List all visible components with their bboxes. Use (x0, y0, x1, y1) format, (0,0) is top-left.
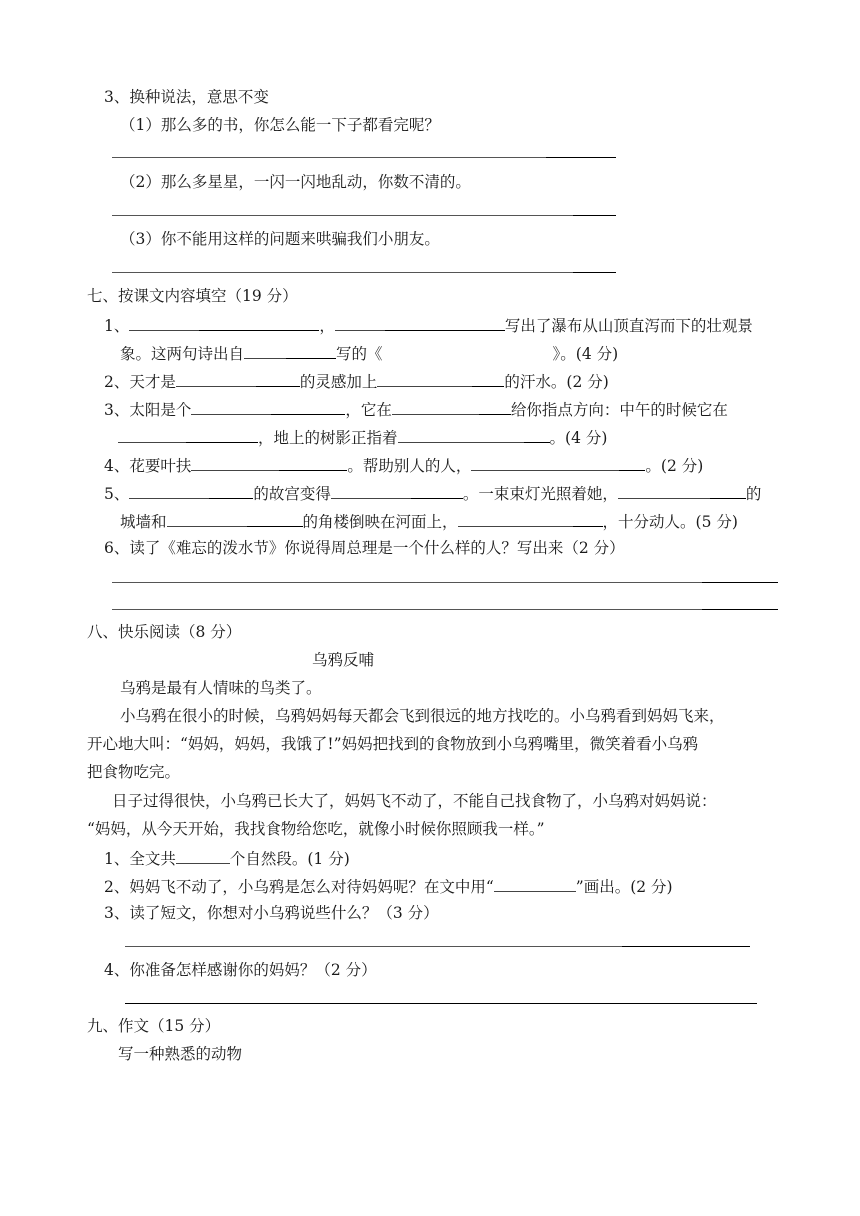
passage-title: 乌鸦反哺 (312, 651, 375, 669)
blank[interactable] (331, 482, 411, 499)
answer-line-3-1-end (546, 157, 616, 158)
blank[interactable] (335, 314, 385, 331)
item-text: 2、妈妈飞不动了，小乌鸦是怎么对待妈妈呢？在文中用“ (104, 878, 494, 896)
item-text: 。一束束灯光照着她， (462, 485, 618, 503)
item-text: 。(2 分) (645, 457, 704, 475)
answer-line-3-1[interactable] (112, 157, 546, 158)
answer-line-3-2[interactable] (112, 215, 573, 216)
item-text: 4、花要叶扶 (104, 457, 192, 475)
blank[interactable] (618, 482, 710, 499)
fill-item-5-cont (120, 510, 738, 532)
item-text: 的故宫变得 (253, 485, 331, 503)
composition-prompt: 写一种熟悉的动物 (118, 1045, 243, 1063)
blank[interactable] (244, 342, 286, 359)
passage-paragraph-3-line-2: “妈妈，从今天开始，我找食物给您吃，就像小时候你照顾我一样。” (87, 820, 545, 838)
item-text: 写出了瀑布从山顶直泻而下的壮观景 (504, 317, 753, 335)
blank[interactable] (176, 370, 256, 387)
question-3-sentence-1: （1）那么多的书，你怎么能一下子都看完呢？ (120, 116, 440, 134)
answer-line-8-3-end (622, 946, 750, 947)
blank[interactable] (271, 398, 345, 415)
item-text: ，地上的树影正指着 (258, 429, 398, 447)
reading-question-4: 4、你准备怎样感谢你的妈妈？（2 分） (104, 961, 377, 979)
fill-item-5 (104, 482, 761, 504)
item-text: ，十分动人。(5 分) (602, 513, 738, 531)
item-text: 个自然段。(1 分) (229, 850, 350, 868)
answer-line-3-3[interactable] (112, 272, 573, 273)
blank[interactable] (471, 454, 619, 471)
answer-line-3-2-end (573, 215, 616, 216)
answer-line-8-4[interactable] (125, 1003, 757, 1004)
passage-paragraph-1: 乌鸦是最有人情味的鸟类了。 (120, 679, 322, 697)
blank[interactable] (129, 482, 209, 499)
item-text: 5、 (104, 485, 130, 503)
blank[interactable] (247, 510, 303, 527)
blank[interactable] (286, 342, 336, 359)
fill-item-1-cont (120, 342, 618, 364)
blank[interactable] (279, 454, 347, 471)
item-text: 的角楼倒映在河面上， (302, 513, 458, 531)
question-3-sentence-2: （2）那么多星星，一闪一闪地乱动，你数不清的。 (120, 173, 471, 191)
blank[interactable] (377, 370, 472, 387)
blank[interactable] (411, 482, 463, 499)
comma: ， (319, 317, 335, 335)
item-text: 写的《 (336, 345, 383, 363)
question-3-sentence-3: （3）你不能用这样的问题来哄骗我们小朋友。 (120, 230, 440, 248)
blank[interactable] (398, 426, 524, 443)
blank[interactable] (191, 454, 279, 471)
item-text: 1、全文共 (104, 850, 176, 868)
fill-item-2 (104, 370, 609, 392)
blank[interactable] (573, 510, 603, 527)
answer-line-7-6b[interactable] (112, 609, 702, 610)
section-7-heading: 七、按课文内容填空（19 分） (87, 287, 298, 305)
blank[interactable] (710, 482, 746, 499)
item-text: 给你指点方向：中午的时候它在 (510, 401, 728, 419)
blank[interactable] (385, 314, 505, 331)
blank[interactable] (191, 398, 271, 415)
fill-item-4 (104, 454, 703, 476)
item-text: 的 (745, 485, 762, 503)
item-text: ”画出。(2 分) (575, 878, 673, 896)
fill-item-1 (104, 314, 753, 336)
underline-sample (494, 875, 576, 892)
answer-line-8-3[interactable] (125, 946, 622, 947)
blank[interactable] (167, 510, 247, 527)
fill-item-3-cont (118, 426, 607, 448)
item-text: 2、天才是 (104, 373, 176, 391)
item-number: 1、 (104, 317, 130, 335)
passage-paragraph-2-line-3: 把食物吃完。 (87, 763, 181, 781)
blank[interactable] (472, 370, 504, 387)
passage-paragraph-2-line-1: 小乌鸦在很小的时候，乌鸦妈妈每天都会飞到很远的地方找吃的。小乌鸦看到妈妈飞来， (120, 707, 725, 725)
blank[interactable] (392, 398, 479, 415)
section-9-heading: 九、作文（15 分） (87, 1017, 221, 1035)
reading-question-2 (104, 875, 673, 897)
answer-line-7-6a[interactable] (112, 582, 702, 583)
answer-line-7-6a-end (702, 582, 778, 583)
blank[interactable] (619, 454, 645, 471)
item-text: 》。(4 分) (552, 345, 619, 363)
blank[interactable] (186, 426, 258, 443)
item-text: 。(4 分) (549, 429, 608, 447)
blank[interactable] (118, 426, 186, 443)
reading-question-3: 3、读了短文，你想对小乌鸦说些什么？（3 分） (104, 904, 439, 922)
item-text: 象。这两句诗出自 (120, 345, 245, 363)
question-3-heading: 3、换种说法，意思不变 (104, 88, 269, 106)
blank[interactable] (479, 398, 511, 415)
item-text: 。帮助别人的人， (347, 457, 472, 475)
blank[interactable] (256, 370, 300, 387)
blank[interactable] (524, 426, 550, 443)
answer-line-7-6b-end (702, 609, 778, 610)
item-text: 城墙和 (120, 513, 167, 531)
passage-paragraph-3-line-1: 日子过得很快，小乌鸦已长大了，妈妈飞不动了，不能自己找食物了，小乌鸦对妈妈说： (112, 792, 717, 810)
blank[interactable] (129, 314, 199, 331)
section-8-heading: 八、快乐阅读（8 分） (87, 623, 242, 641)
item-text: 的灵感加上 (299, 373, 378, 391)
reading-question-1 (104, 847, 350, 869)
answer-line-3-3-end (573, 272, 616, 273)
item-text: 的汗水。(2 分) (504, 373, 609, 391)
fill-item-3 (104, 398, 728, 420)
blank[interactable] (176, 847, 230, 864)
fill-item-6: 6、读了《难忘的泼水节》你说得周总理是一个什么样的人？写出来（2 分） (104, 539, 625, 557)
blank[interactable] (458, 510, 573, 527)
blank[interactable] (199, 314, 319, 331)
item-text: 3、太阳是个 (104, 401, 192, 419)
item-text: ，它在 (345, 401, 392, 419)
blank[interactable] (209, 482, 253, 499)
passage-paragraph-2-line-2: 开心地大叫：“妈妈，妈妈，我饿了!”妈妈把找到的食物放到小乌鸦嘴里，微笑着看小乌鸦 (87, 735, 699, 753)
